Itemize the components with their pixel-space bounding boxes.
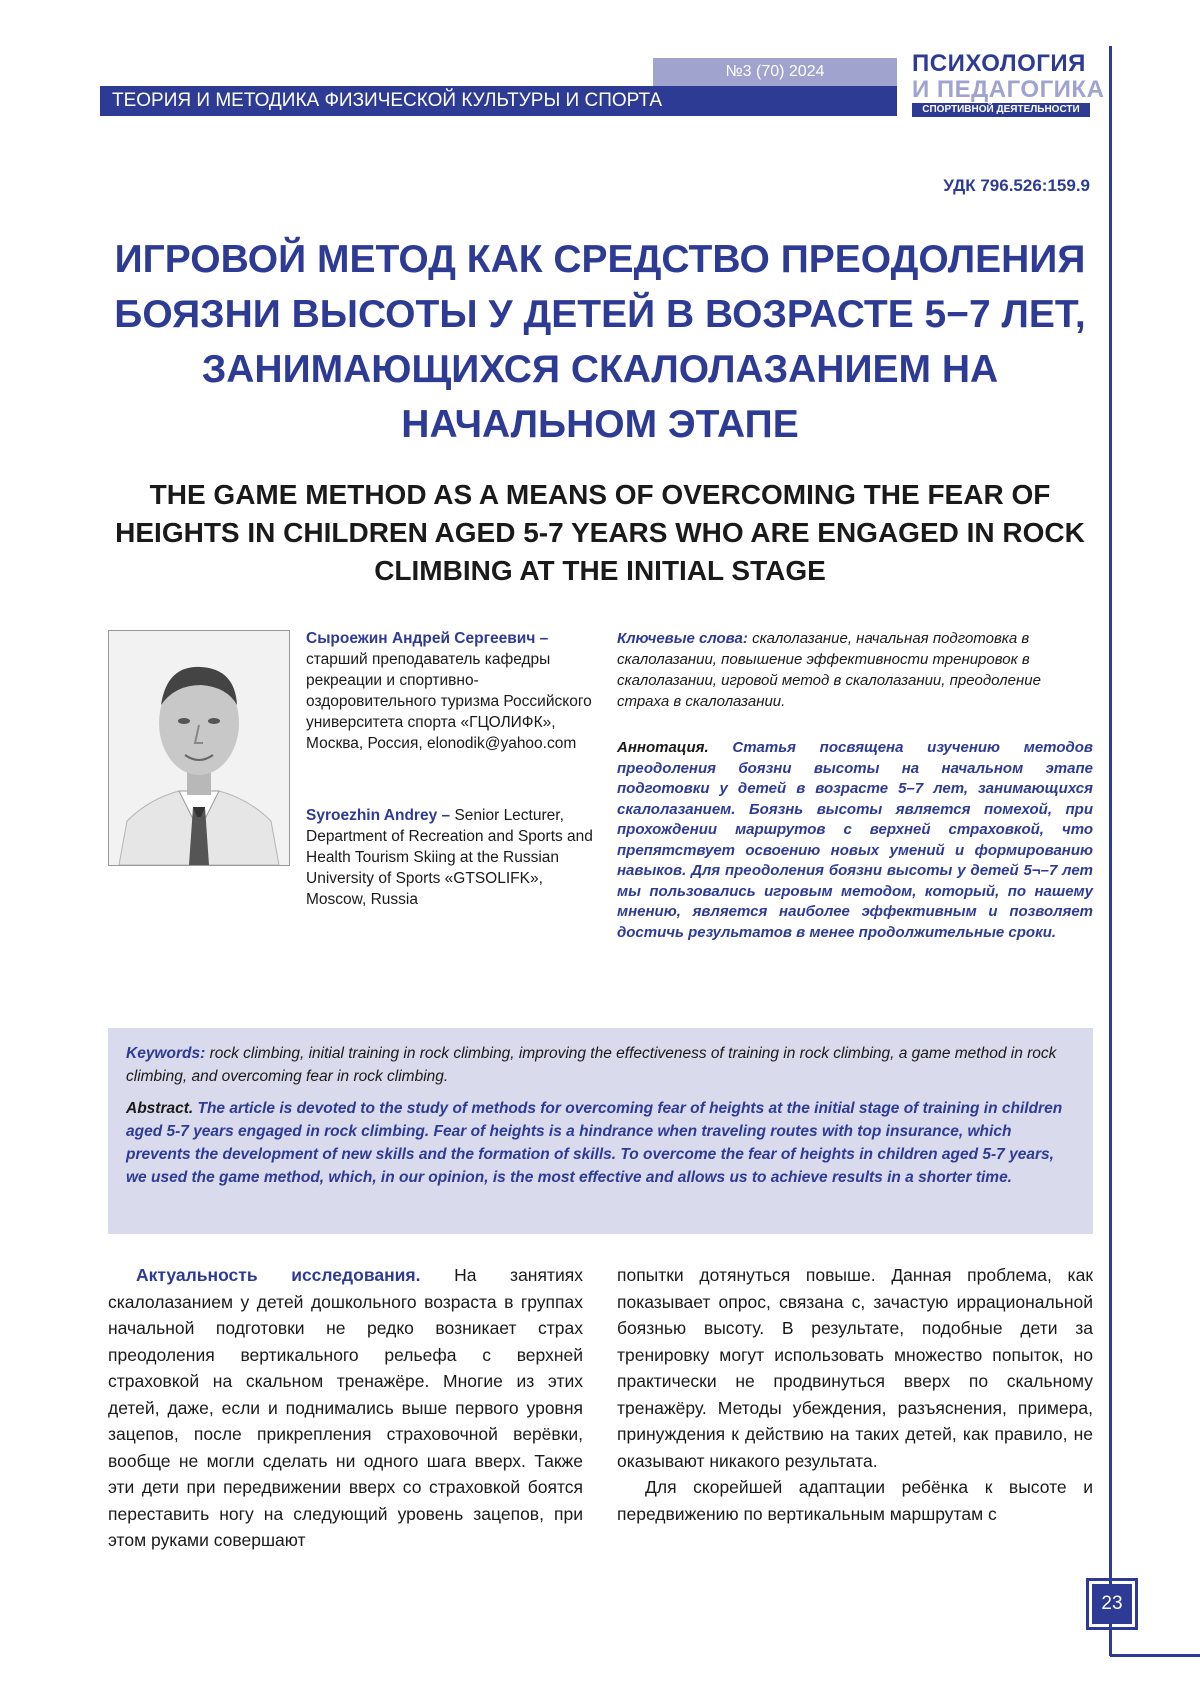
author-info-ru <box>306 628 596 754</box>
body-paragraph-1-continued: попытки дотянуться повыше. Данная проблема, как показывает опрос, связана с, зачастую иррациональной боязнью высоту. В результате, подобные дети за тренировку могут использовать множество попыток, но практически не продвинуться вверх по скальному тренажёру. Методы убеждения, разъяснения, примера, принуждения к действию на таких детей, как правило, не оказывают никакого результата. <box>617 1262 1093 1474</box>
author-name-en: Syroezhin Andrey – <box>306 807 450 824</box>
author-photo <box>108 630 290 866</box>
journal-logo-line2: И ПЕДАГОГИКА <box>912 76 1104 104</box>
keywords-en <box>126 1042 1075 1088</box>
keywords-ru-text: скалолазание, начальная подготовка в скалолазании, повышение эффективности тренировок в скалолазании, игровой метод в скалолазании, преодоление страха в скалолазании. <box>617 630 1041 710</box>
page-number: 23 <box>1092 1584 1132 1624</box>
author-name-ru: Сыроежин Андрей Сергеевич – <box>306 630 548 647</box>
article-title-en: THE GAME METHOD AS A MEANS OF OVERCOMING THE FEAR OF HEIGHTS IN CHILDREN AGED 5-7 YEARS WHO ARE ENGAGED IN ROCK CLIMBING AT THE INITIAL STAGE <box>100 476 1100 590</box>
keywords-ru <box>617 628 1093 712</box>
abstract-en-text: The article is devoted to the study of methods for overcoming fear of heights at the initial stage of training in children aged 5-7 years engaged in rock climbing. Fear of heights is a hindrance when traveling routes with top insurance, which prevents the development of new skills and the formation of skills. To overcome the fear of heights in children aged 5-7 years, we used the game method, which, in our opinion, is the most effective and allows us to achieve results in a shorter time. <box>126 1100 1062 1186</box>
body-paragraph-1-text: На занятиях скалолазанием у детей дошкольного возраста в группах начальной подготовки не редко возникает страх преодоления вертикального рельефа с верхней страховкой на скальном тренажёре. Многие из этих детей, даже, если и поднимались выше первого уровня зацепов, после прикрепления страховочной верёвки, вообще не могли сделать ни одного шага вверх. Также эти дети при передвижении вверх со страховкой боятся переставить ногу на следующий уровень зацепов, при этом руками совершают <box>108 1265 583 1550</box>
keywords-en-label: Keywords: <box>126 1045 205 1062</box>
section-title: ТЕОРИЯ И МЕТОДИКА ФИЗИЧЕСКОЙ КУЛЬТУРЫ И СПОРТА <box>100 86 897 116</box>
udc-code: УДК 796.526:159.9 <box>943 176 1090 196</box>
page-frame-line <box>1109 46 1112 1656</box>
keywords-en-text: rock climbing, initial training in rock climbing, improving the effectiveness of training in rock climbing, a game method in rock climbing, and overcoming fear in rock climbing. <box>126 1045 1056 1085</box>
abstract-ru <box>617 738 1093 943</box>
english-summary-box <box>108 1028 1093 1234</box>
body-paragraph-1 <box>108 1262 583 1554</box>
author-details-ru: старший преподаватель кафедры рекреации и спортивно-оздоровительного туризма Российского университета спорта «ГЦОЛИФК», Москва, Россия, elonodik@yahoo.com <box>306 651 592 752</box>
author-info-en <box>306 805 596 910</box>
author-details-en: Senior Lecturer, Department of Recreation and Sports and Health Tourism Skiing at the Russian University of Sports «GTSOLIFK», Moscow, Russia <box>306 807 593 908</box>
abstract-ru-text: Статья посвящена изучению методов преодоления боязни высоты на начальном этапе подготовки у детей в возрасте 5–7 лет, занимающихся скалолазанием. Боязнь высоты является помехой, при прохождении маршрутов с верхней страховкой, что препятствует освоению новых умений и формированию навыков. Для преодоления боязни высоты у детей 5¬–7 лет мы пользовались игровым методом, который, по нашему мнению, является наиболее эффективным и позволяет достичь результатов в менее продолжительные сроки. <box>617 739 1093 941</box>
article-title-ru: ИГРОВОЙ МЕТОД КАК СРЕДСТВО ПРЕОДОЛЕНИЯ БОЯЗНИ ВЫСОТЫ У ДЕТЕЙ В ВОЗРАСТЕ 5−7 ЛЕТ, ЗАНИМАЮЩИХСЯ СКАЛОЛАЗАНИЕМ НА НАЧАЛЬНОМ ЭТАПЕ <box>100 232 1100 452</box>
page-frame-bottom-line <box>1110 1654 1200 1657</box>
journal-logo-line3: СПОРТИВНОЙ ДЕЯТЕЛЬНОСТИ <box>912 103 1090 117</box>
body-column-right <box>617 1262 1093 1527</box>
abstract-en-label: Abstract. <box>126 1100 193 1117</box>
body-paragraph-2: Для скорейшей адаптации ребёнка к высоте и передвижению по вертикальным маршрутам с <box>617 1474 1093 1527</box>
keywords-ru-label: Ключевые слова: <box>617 630 748 647</box>
issue-label: №3 (70) 2024 <box>653 58 897 86</box>
section-lead: Актуальность исследования. <box>136 1265 421 1285</box>
body-column-left <box>108 1262 583 1554</box>
journal-logo-line1: ПСИХОЛОГИЯ <box>912 50 1086 78</box>
abstract-en <box>126 1097 1075 1189</box>
abstract-ru-label: Аннотация. <box>617 739 709 756</box>
